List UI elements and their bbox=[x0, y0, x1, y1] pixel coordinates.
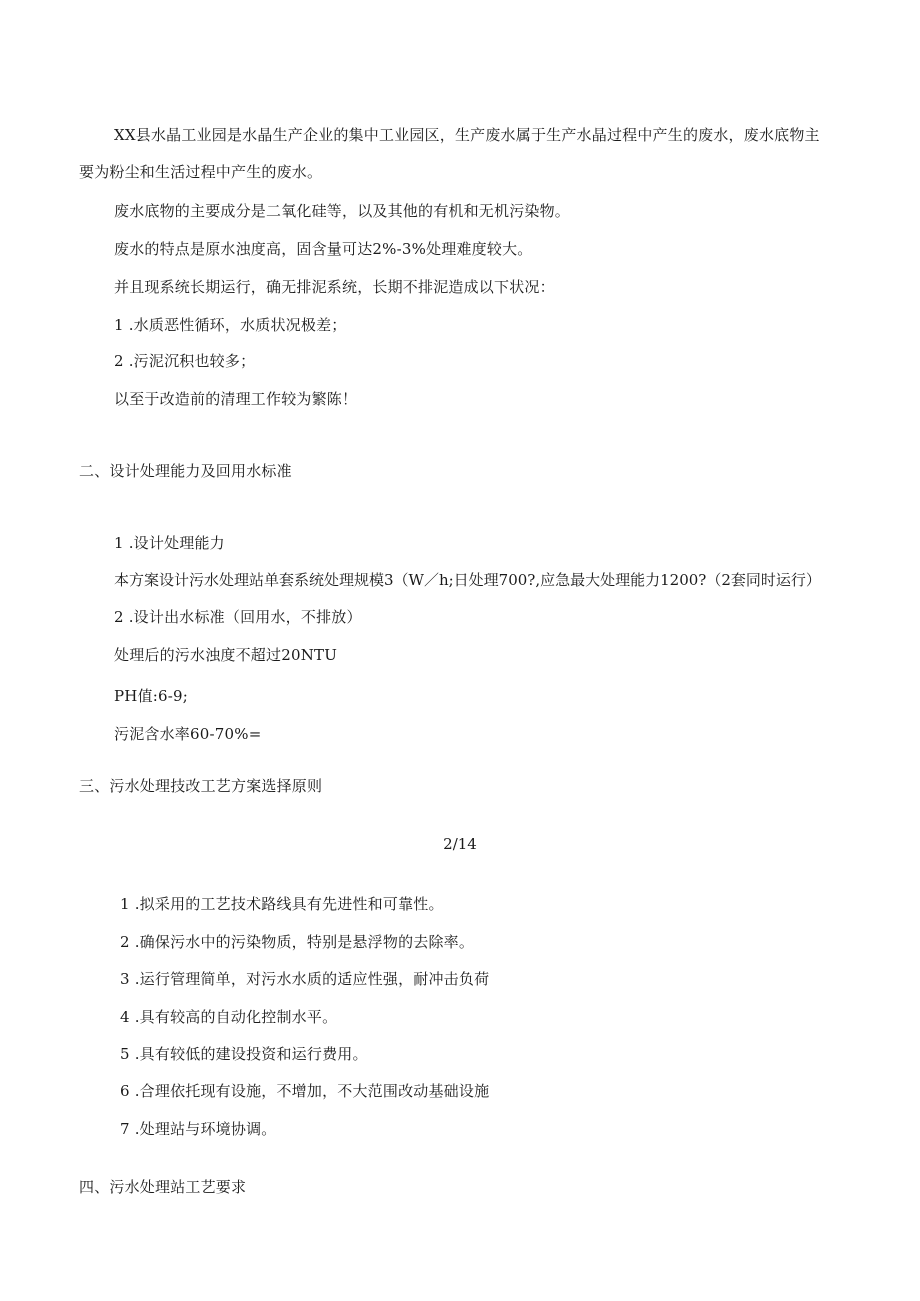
intro-paragraph-5: 以至于改造前的清理工作较为繁陈！ bbox=[114, 390, 358, 408]
intro-paragraph-line-1: XX县水晶工业园是水晶生产企业的集中工业园区，生产废水属于生产水晶过程中产生的废水，废水底物主 bbox=[114, 126, 820, 144]
design-capacity-text: 本方案设计污水处理站单套系统处理规模3（W／h;日处理700?,应急最大处理能力1200?（2套同时运行） bbox=[114, 571, 821, 589]
section-2-subheading-1: 1 .设计处理能力 bbox=[114, 534, 225, 552]
section-4-heading: 四、污水处理站工艺要求 bbox=[79, 1178, 247, 1196]
principle-item-5: 5 .具有较低的建设投资和运行费用。 bbox=[120, 1045, 368, 1063]
principle-item-6: 6 .合理依托现有设施，不增加，不大范围改动基础设施 bbox=[120, 1082, 490, 1100]
turbidity-standard: 处理后的污水浊度不超过20NTU bbox=[114, 646, 338, 664]
section-2-subheading-2: 2 .设计出水标准（回用水，不排放） bbox=[114, 608, 362, 626]
principle-item-4: 4 .具有较高的自动化控制水平。 bbox=[120, 1008, 338, 1026]
page-number: 2/14 bbox=[443, 835, 477, 853]
principle-item-1: 1 .拟采用的工艺技术路线具有先进性和可靠性。 bbox=[120, 895, 444, 913]
section-2-heading: 二、设计处理能力及回用水标准 bbox=[79, 462, 292, 480]
ph-standard: PH值:6-9; bbox=[114, 687, 189, 705]
intro-list-item-1: 1 .水质恶性循环，水质状况极差； bbox=[114, 316, 347, 334]
principle-item-3: 3 .运行管理简单，对污水水质的适应性强，耐冲击负荷 bbox=[120, 970, 490, 988]
intro-paragraph-4: 并且现系统长期运行，确无排泥系统，长期不排泥造成以下状况： bbox=[114, 278, 555, 296]
sludge-moisture-standard: 污泥含水率60-70%= bbox=[114, 725, 262, 743]
intro-paragraph-2: 废水底物的主要成分是二氧化硅等，以及其他的有机和无机污染物。 bbox=[114, 202, 571, 220]
intro-list-item-2: 2 .污泥沉积也较多； bbox=[114, 352, 256, 370]
principle-item-2: 2 .确保污水中的污染物质，特别是悬浮物的去除率。 bbox=[120, 933, 475, 951]
principle-item-7: 7 .处理站与环境协调。 bbox=[120, 1120, 277, 1138]
intro-paragraph-line-2: 要为粉尘和生活过程中产生的废水。 bbox=[79, 163, 323, 181]
section-3-heading: 三、污水处理技改工艺方案选择原则 bbox=[79, 777, 323, 795]
intro-paragraph-3: 废水的特点是原水浊度高，固含量可达2%-3%处理难度较大。 bbox=[114, 240, 533, 258]
